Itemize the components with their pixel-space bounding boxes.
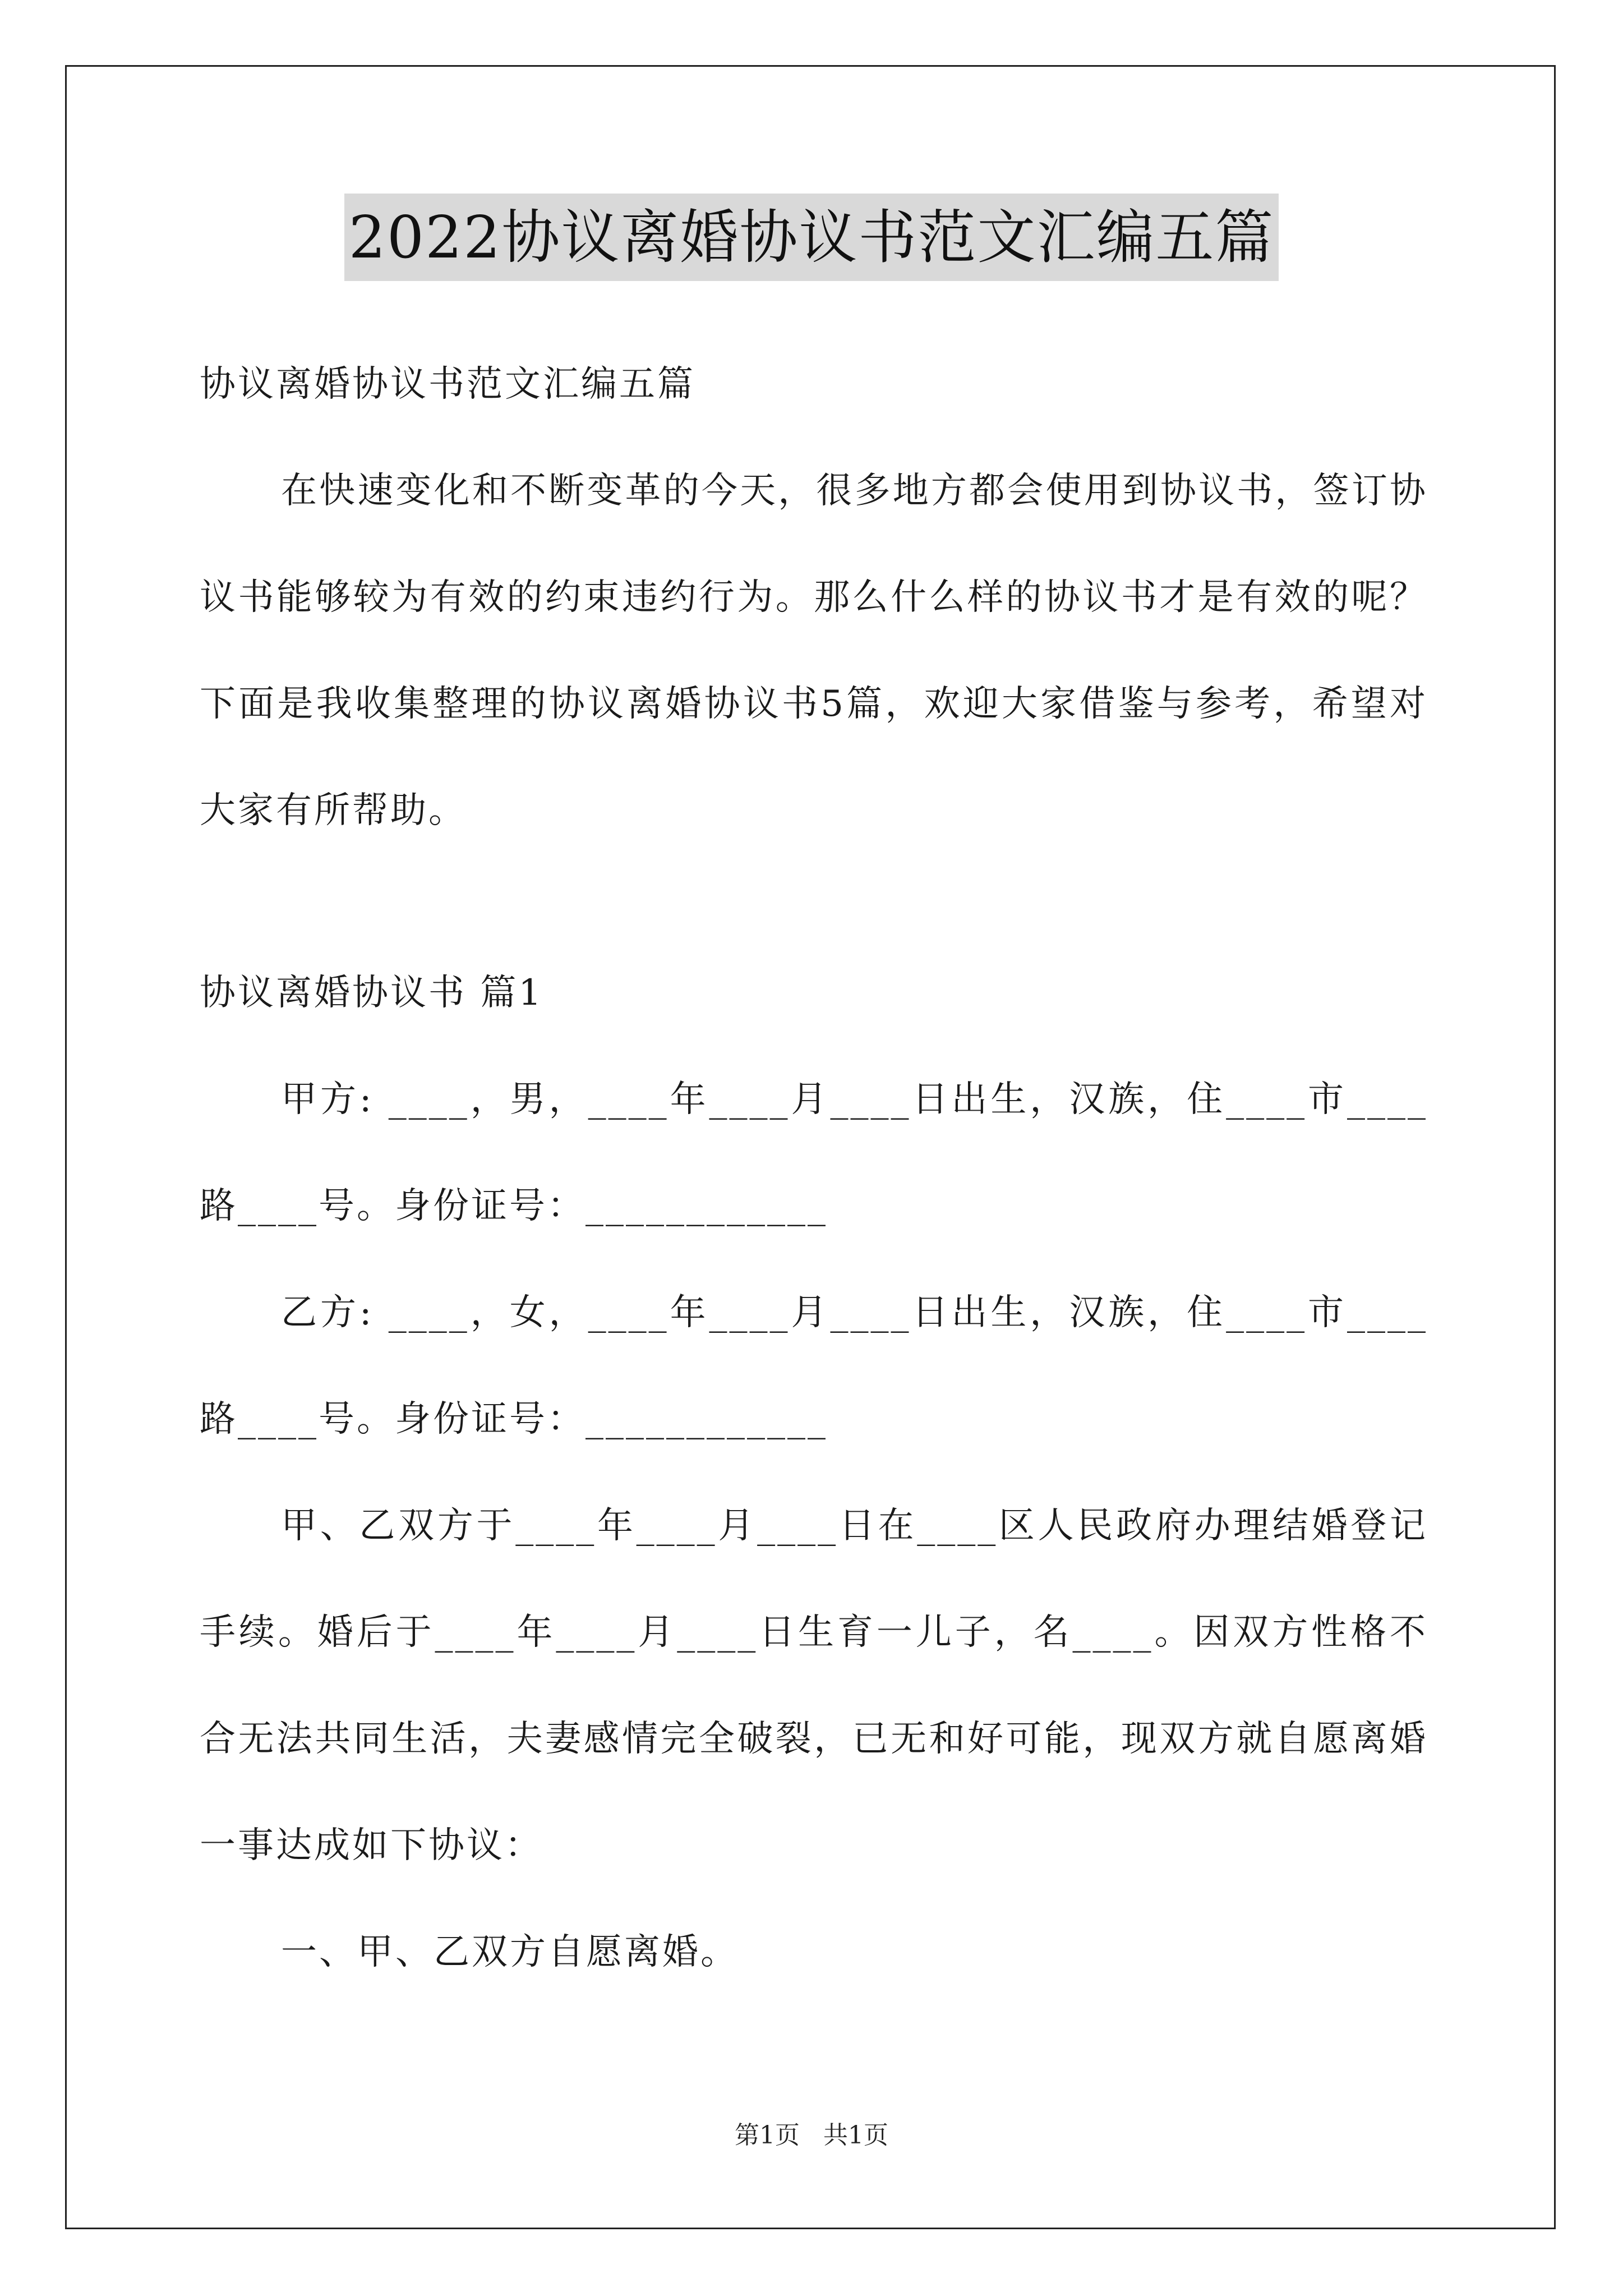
clause-1: 一、甲、乙双方自愿离婚。 [281,1931,739,1973]
document-title: 2022协议离婚协议书范文汇编五篇 [344,194,1279,281]
title-wrap [0,194,1623,281]
section-heading: 协议离婚协议书 篇1 [200,972,544,1014]
party-a-paragraph: 甲方: ____，男，____年____月____日出生，汉族，住____市____路____号。身份证号：____________ [200,1079,1428,1227]
intro-paragraph: 在快速变化和不断变革的今天，很多地方都会使用到协议书，签订协议书能够较为有效的约束违约行为。那么什么样的协议书才是有效的呢？下面是我收集整理的协议离婚协议书5篇，欢迎大家借鉴与参考，希望对大家有所帮助。 [200,470,1428,831]
party-b-paragraph: 乙方: ____，女，____年____月____日出生，汉族，住____市____路____号。身份证号：____________ [200,1292,1428,1440]
document-body [200,331,1428,2005]
subtitle: 协议离婚协议书范文汇编五篇 [200,364,695,405]
marriage-paragraph: 甲、乙双方于____年____月____日在____区人民政府办理结婚登记手续。婚后于____年____月____日生育一儿子，名____。因双方性格不合无法共同生活，夫妻感情完全破裂，已无和好可能，现双方就自愿离婚一事达成如下协议： [200,1505,1428,1866]
page-number: 第1页 [735,2121,800,2150]
section-gap [200,864,1428,940]
page-footer [0,2115,1623,2151]
page-total: 共1页 [823,2121,888,2150]
